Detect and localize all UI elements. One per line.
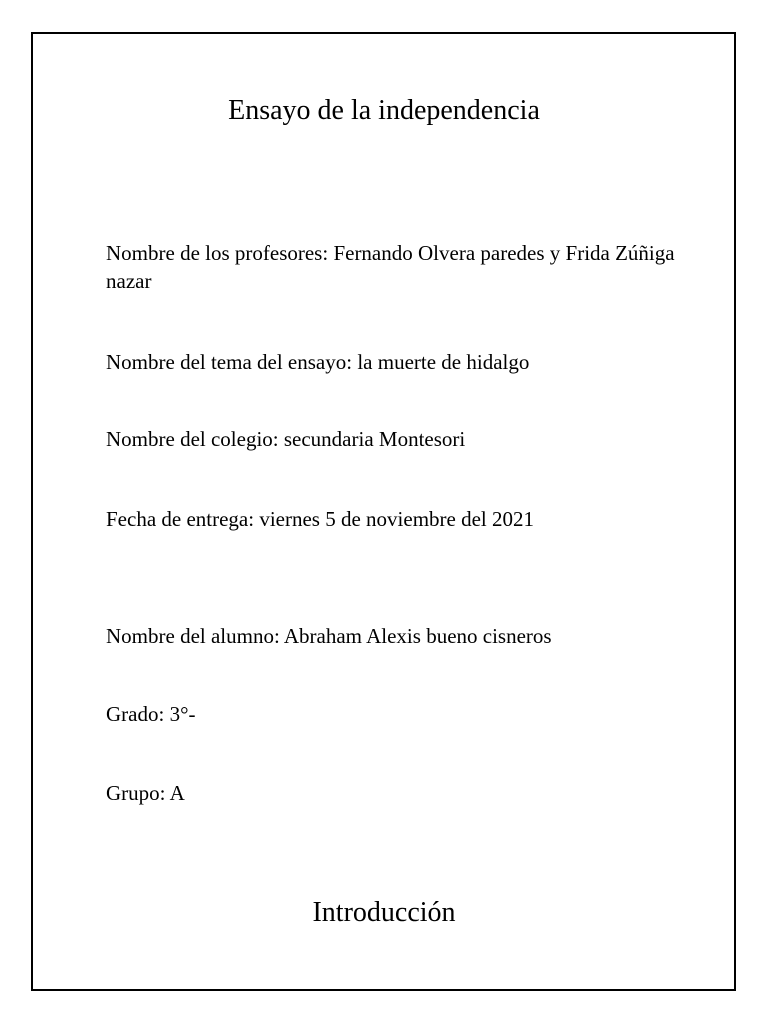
student-name-line: Nombre del alumno: Abraham Alexis bueno cisneros [106, 624, 552, 648]
grade-line: Grado: 3°- [106, 702, 196, 726]
group-line: Grupo: A [106, 781, 185, 805]
due-date-line: Fecha de entrega: viernes 5 de noviembre del 2021 [106, 507, 535, 531]
document-title: Ensayo de la independencia [228, 95, 540, 126]
introduction-heading: Introducción [312, 897, 456, 928]
essay-topic-line: Nombre del tema del ensayo: la muerte de hidalgo [106, 350, 530, 374]
school-line: Nombre del colegio: secundaria Montesori [106, 427, 466, 451]
professors-line: Nombre de los profesores: Fernando Olvera paredes y Frida Zúñiga nazar [106, 241, 675, 293]
